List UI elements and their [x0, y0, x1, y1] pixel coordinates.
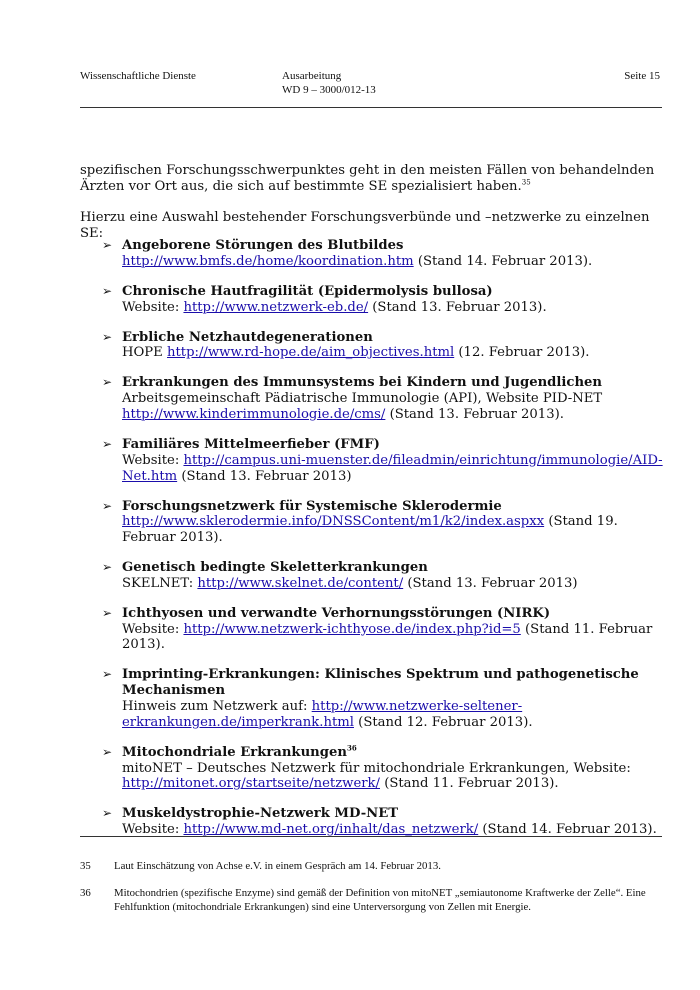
item-title: Erbliche Netzhautdegenerationen	[122, 329, 373, 345]
footnote-number: 35	[80, 860, 91, 872]
header-doc-info	[282, 69, 376, 97]
network-list	[102, 238, 664, 852]
header-page-number: Seite 15	[624, 70, 660, 82]
arrow-bullet-icon: ➢	[102, 806, 113, 821]
list-item	[102, 499, 664, 546]
header-doc-ref: WD 9 – 3000/012-13	[282, 84, 376, 96]
header-divider	[80, 107, 662, 108]
footnote-ref-36[interactable]: 36	[346, 743, 357, 753]
item-prefix: mitoNET – Deutsches Netzwerk für mitochondriale Erkrankungen, Website:	[122, 760, 631, 776]
item-suffix: (Stand 11. Februar 2013).	[122, 621, 653, 653]
item-suffix: (Stand 14. Februar 2013).	[413, 253, 593, 269]
item-suffix: (Stand 12. Februar 2013).	[353, 714, 533, 730]
arrow-bullet-icon: ➢	[102, 329, 113, 344]
item-suffix: (Stand 13. Februar 2013).	[368, 299, 547, 315]
item-link[interactable]: http://www.bmfs.de/home/koordination.htm	[122, 253, 414, 269]
item-link[interactable]: http://www.md-net.org/inhalt/das_netzwerk/	[183, 822, 479, 838]
item-suffix: (Stand 14. Februar 2013).	[478, 822, 657, 838]
item-link[interactable]: http://campus.uni-muenster.de/fileadmin/einrichtung/immunologie/AID-Net.htm	[122, 452, 663, 484]
item-suffix: (Stand 13. Februar 2013)	[403, 575, 578, 591]
list-item	[102, 375, 664, 422]
item-link[interactable]: http://www.skelnet.de/content/	[197, 575, 404, 591]
item-title: Forschungsnetzwerk für Systemische Sklerodermie	[122, 498, 502, 514]
item-link[interactable]: http://www.netzwerk-eb.de/	[183, 299, 369, 315]
item-title: Mitochondriale Erkrankungen	[122, 744, 347, 760]
item-link[interactable]: http://www.sklerodermie.info/DNSSContent/m1/k2/index.aspxx	[122, 514, 545, 530]
intro-text: spezifischen Forschungsschwerpunktes geht in den meisten Fällen von behandelnden Ärzten vor Ort aus, die sich auf bestimmte SE spezialisiert haben.	[80, 163, 655, 194]
arrow-bullet-icon: ➢	[102, 667, 113, 682]
item-title: Muskeldystrophie-Netzwerk MD-NET	[122, 806, 399, 822]
item-prefix: Arbeitsgemeinschaft Pädiatrische Immunologie (API), Website PID-NET	[122, 391, 603, 407]
arrow-bullet-icon: ➢	[102, 744, 113, 759]
item-prefix: Website:	[122, 621, 184, 637]
list-item	[102, 806, 664, 838]
footnote-36	[80, 886, 660, 914]
list-item	[102, 330, 664, 362]
list-item	[102, 284, 664, 316]
item-title: Imprinting-Erkrankungen: Klinisches Spektrum und pathogenetische Mechanismen	[122, 667, 639, 699]
item-prefix: HOPE	[122, 345, 168, 361]
intro-paragraph	[80, 163, 665, 195]
footnote-ref-35[interactable]: 35	[521, 178, 531, 187]
arrow-bullet-icon: ➢	[102, 283, 113, 298]
footnote-number: 36	[80, 887, 91, 899]
header-doc-type: Ausarbeitung	[282, 70, 342, 82]
list-item	[102, 238, 664, 270]
arrow-bullet-icon: ➢	[102, 560, 113, 575]
item-title: Erkrankungen des Immunsystems bei Kindern und Jugendlichen	[122, 375, 603, 391]
item-title-with-ref	[122, 745, 664, 761]
item-link[interactable]: http://www.kinderimmunologie.de/cms/	[122, 406, 386, 422]
item-suffix: (12. Februar 2013).	[454, 345, 590, 361]
item-prefix: SKELNET:	[122, 575, 198, 591]
item-prefix: Website:	[122, 452, 184, 468]
arrow-bullet-icon: ➢	[102, 238, 113, 252]
item-prefix: Hinweis zum Netzwerk auf:	[122, 699, 312, 715]
arrow-bullet-icon: ➢	[102, 375, 113, 390]
item-link[interactable]: http://www.netzwerke-seltener-erkrankungen.de/imperkrank.html	[122, 699, 523, 730]
item-title: Genetisch bedingte Skeletterkrankungen	[122, 560, 428, 576]
list-item	[102, 606, 664, 653]
item-title: Familiäres Mittelmeerfieber (FMF)	[122, 436, 380, 452]
item-suffix: (Stand 11. Februar 2013).	[380, 776, 559, 792]
header-org: Wissenschaftliche Dienste	[80, 70, 196, 82]
item-suffix: (Stand 13. Februar 2013)	[177, 468, 352, 484]
arrow-bullet-icon: ➢	[102, 605, 113, 620]
list-item	[102, 745, 664, 792]
list-item	[102, 667, 664, 730]
item-prefix: Website:	[122, 299, 184, 315]
footnote-35	[80, 859, 660, 873]
item-title: Angeborene Störungen des Blutbildes	[122, 238, 404, 253]
list-item	[102, 560, 664, 592]
arrow-bullet-icon: ➢	[102, 498, 113, 513]
footnote-divider	[80, 836, 662, 837]
footnote-text: Mitochondrien (spezifische Enzyme) sind gemäß der Definition von mitoNET „semiautonome Kraftwerke der Zelle“. Eine Fehlfunktion (mitochondriale Erkrankungen) sind eine Unterversorgung von Zellen mit Energie.	[114, 887, 646, 913]
item-title: Chronische Hautfragilität (Epidermolysis bullosa)	[122, 283, 493, 299]
item-suffix: (Stand 13. Februar 2013).	[385, 406, 564, 422]
footnote-text: Laut Einschätzung von Achse e.V. in einem Gespräch am 14. Februar 2013.	[114, 860, 441, 872]
item-title: Ichthyosen und verwandte Verhornungsstörungen (NIRK)	[122, 605, 551, 621]
item-suffix: (Stand 19. Februar 2013).	[122, 514, 618, 546]
list-item	[102, 437, 664, 484]
item-link[interactable]: http://www.netzwerk-ichthyose.de/index.php?id=5	[183, 621, 521, 637]
item-link[interactable]: http://mitonet.org/startseite/netzwerk/	[122, 776, 380, 792]
lead-paragraph: Hierzu eine Auswahl bestehender Forschungsverbünde und –netzwerke zu einzelnen SE:	[80, 210, 650, 241]
arrow-bullet-icon: ➢	[102, 436, 113, 451]
item-link[interactable]: http://www.rd-hope.de/aim_objectives.html	[167, 345, 455, 361]
item-prefix: Website:	[122, 822, 184, 838]
